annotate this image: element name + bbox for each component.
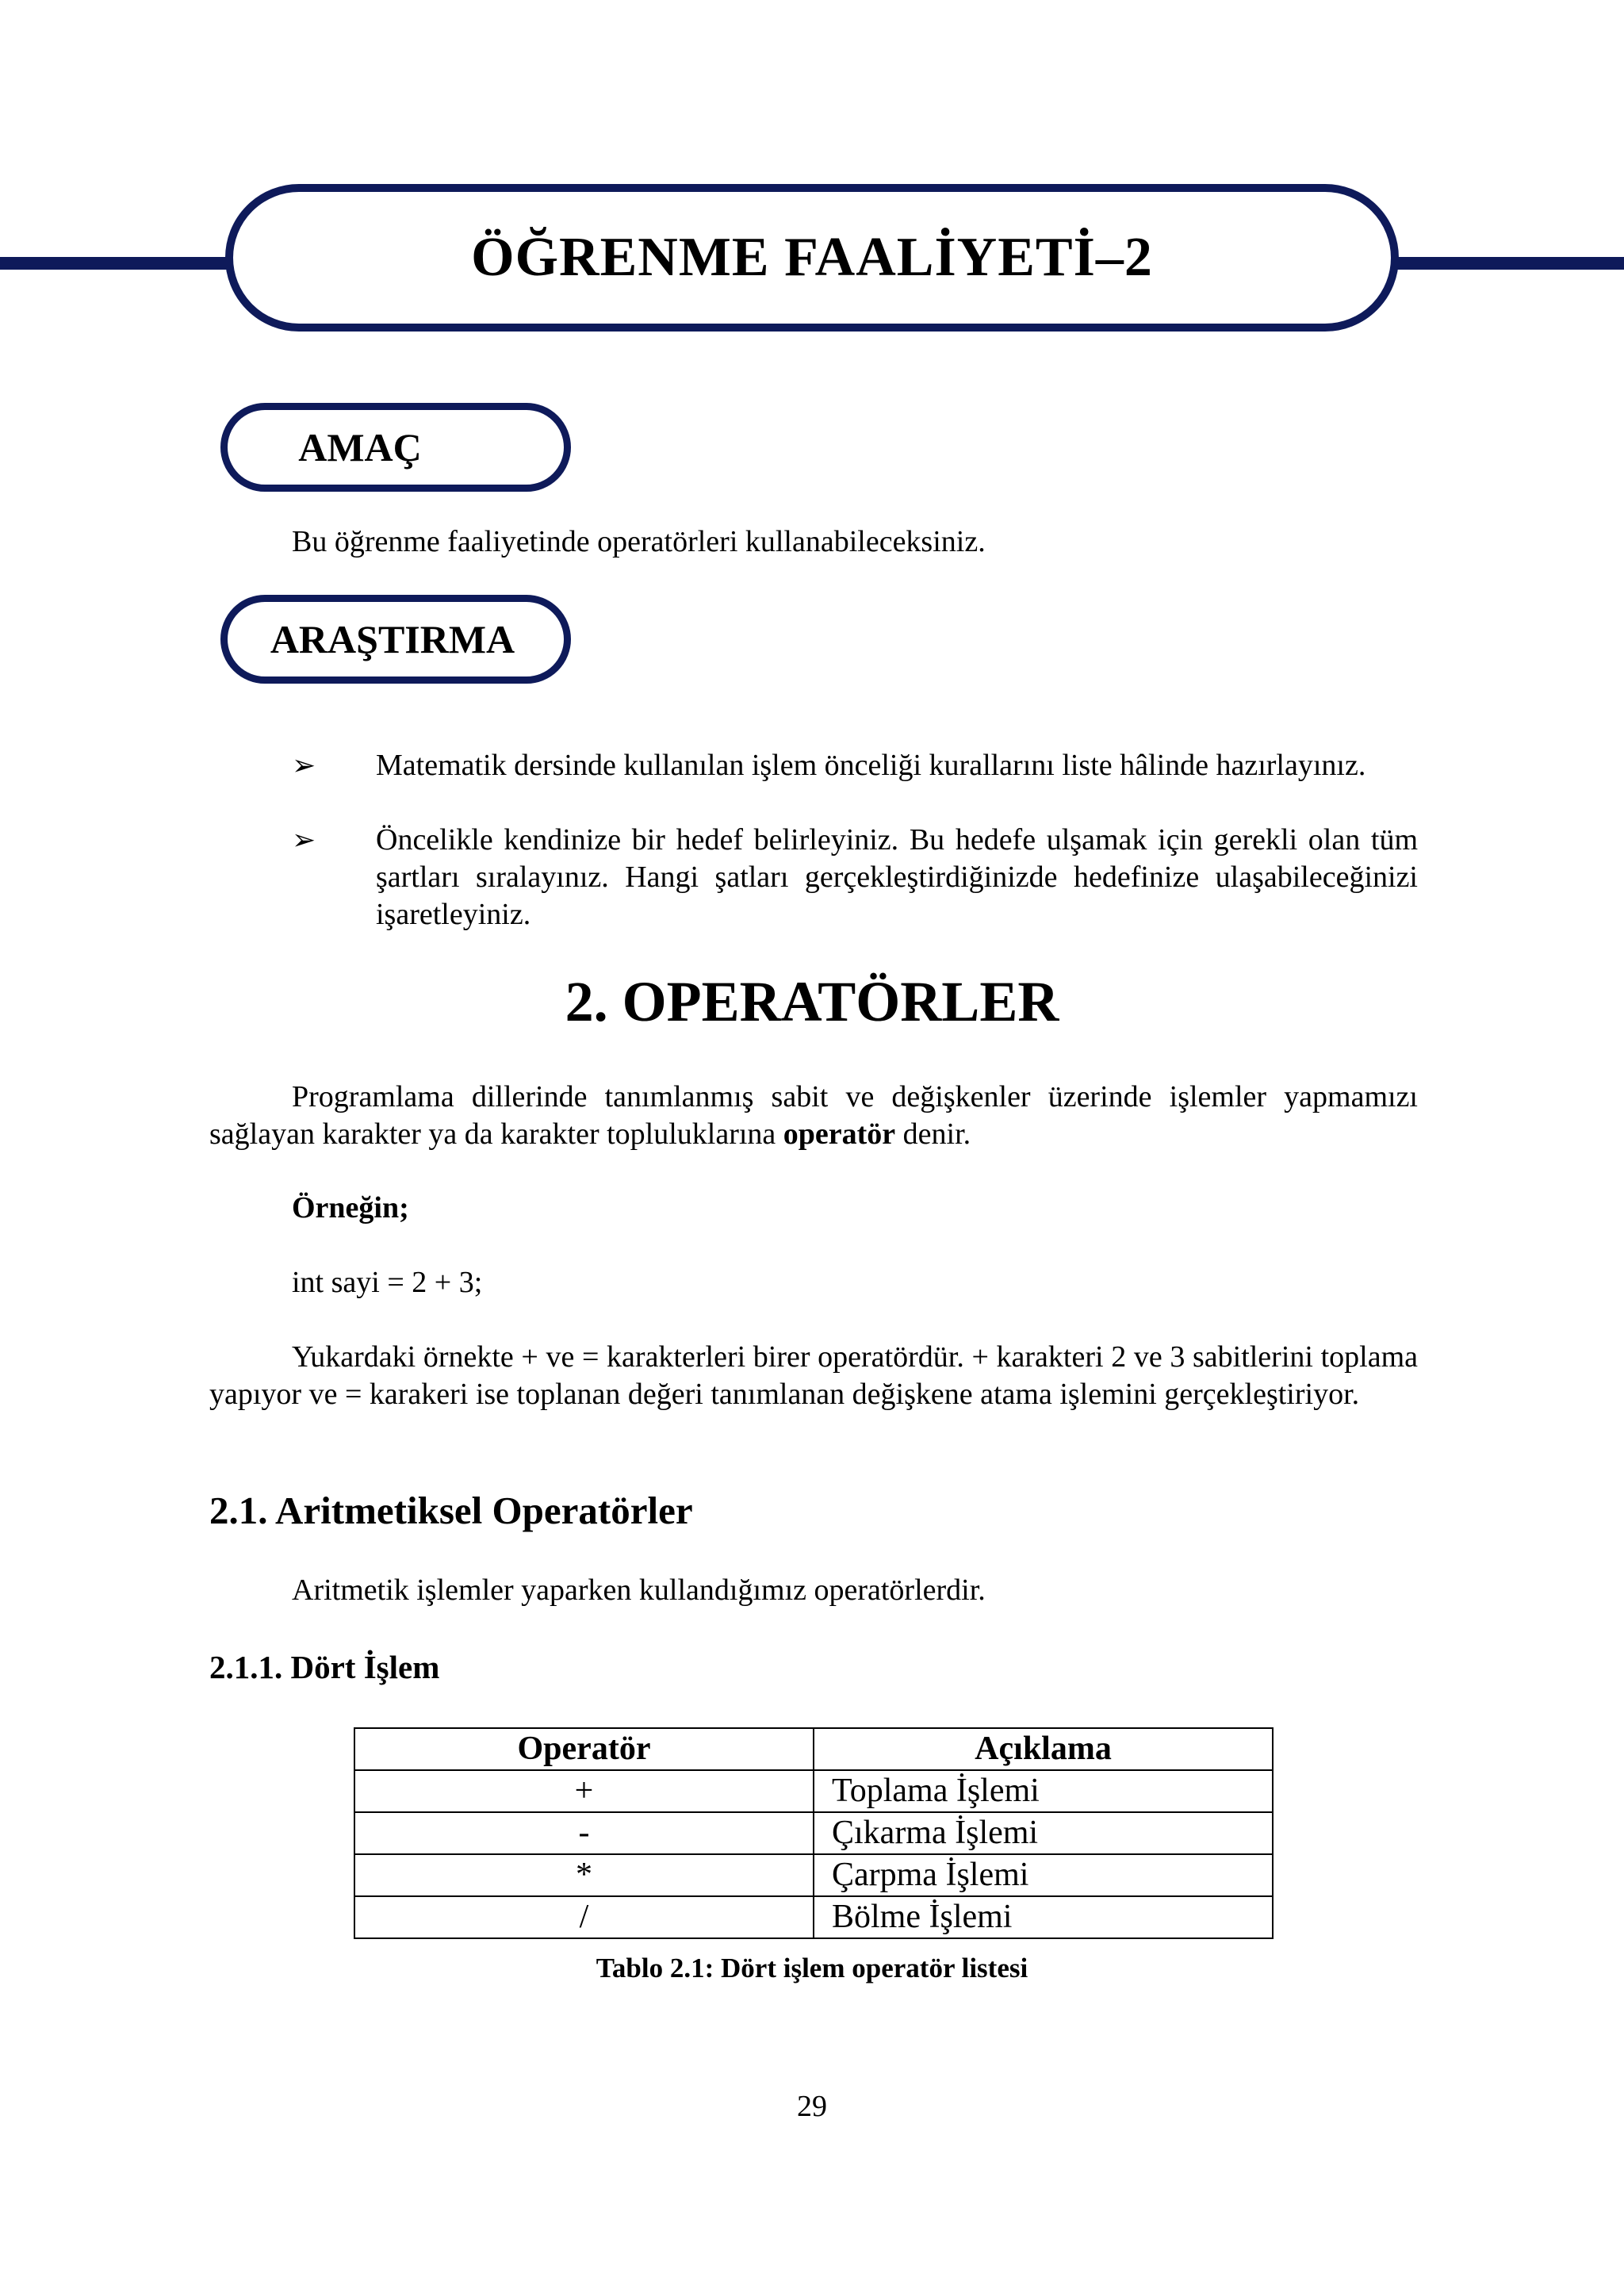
intro-bold-term: operatör: [783, 1117, 896, 1151]
table-header-row: [354, 1728, 1273, 1770]
intro-text-after: denir.: [895, 1117, 971, 1151]
subsection-text: Aritmetik işlemler yaparken kullandığımız operatörlerdir.: [292, 1573, 986, 1607]
description-cell: Çıkarma İşlemi: [814, 1812, 1273, 1854]
operator-cell: +: [354, 1770, 814, 1812]
section-intro: [209, 1079, 1418, 1153]
section-title: 2. OPERATÖRLER: [565, 970, 1059, 1033]
bullet-icon: ➢: [292, 749, 316, 782]
title-banner: [225, 184, 1399, 332]
description-cell: Bölme İşlemi: [814, 1896, 1273, 1938]
amac-label: AMAÇ: [298, 425, 422, 470]
table-caption: Tablo 2.1: Dört işlem operatör listesi: [596, 1953, 1028, 1983]
page-number: 29: [797, 2090, 827, 2123]
banner-line-right: [1389, 257, 1624, 270]
description-cell: Çarpma İşlemi: [814, 1854, 1273, 1896]
operator-table: [354, 1727, 1274, 1939]
page-title: ÖĞRENME FAALİYETİ–2: [471, 227, 1153, 288]
example-code: int sayi = 2 + 3;: [292, 1266, 483, 1299]
research-item-2: Öncelikle kendinize bir hedef belirleyiniz. Bu hedefe ulşamak için gerekli olan tüm şartları sıralayınız. Hangi şatları gerçekleştirdiğinizde hedefinize ulaşabileceğinizi işaretleyiniz.: [376, 823, 1418, 931]
section-explanation: Yukardaki örnekte + ve = karakterleri birer operatördür. + karakteri 2 ve 3 sabitlerini toplama yapıyor ve = karakeri ise toplanan değeri tanımlanan değişkene atama işlemini gerçekleştiriyor.: [209, 1340, 1418, 1411]
operator-cell: /: [354, 1896, 814, 1938]
amac-text: Bu öğrenme faaliyetinde operatörleri kullanabileceksiniz.: [292, 525, 986, 558]
amac-pill: [220, 403, 571, 492]
operator-cell: -: [354, 1812, 814, 1854]
intro-text-before: Programlama dillerinde tanımlanmış sabit ve değişkenler üzerinde işlemler yapmamızı sağlayan karakter ya da karakter topluluklarına: [209, 1080, 1418, 1151]
arastirma-label: ARAŞTIRMA: [270, 617, 515, 661]
table-row: [354, 1896, 1273, 1938]
subsection-title: 2.1. Aritmetiksel Operatörler: [209, 1489, 693, 1532]
table-row: [354, 1812, 1273, 1854]
table-header-description: Açıklama: [814, 1728, 1273, 1770]
operator-cell: *: [354, 1854, 814, 1896]
example-label: Örneğin;: [292, 1191, 409, 1225]
table-row: [354, 1854, 1273, 1896]
table-header-operator: Operatör: [354, 1728, 814, 1770]
arastirma-pill: [220, 595, 571, 684]
banner-line-left: [0, 257, 235, 270]
bullet-icon: ➢: [292, 824, 316, 857]
table-row: [354, 1770, 1273, 1812]
subsubsection-title: 2.1.1. Dört İşlem: [209, 1649, 440, 1685]
research-item-1: Matematik dersinde kullanılan işlem önceliği kurallarını liste hâlinde hazırlayınız.: [376, 749, 1366, 782]
description-cell: Toplama İşlemi: [814, 1770, 1273, 1812]
